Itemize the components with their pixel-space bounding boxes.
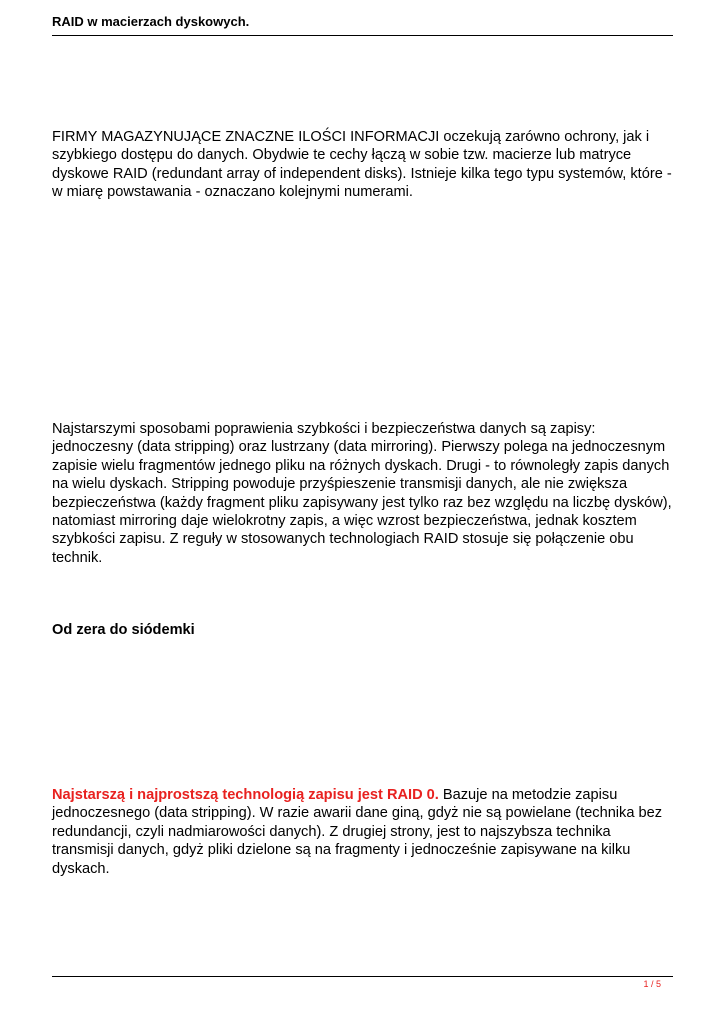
page-title: RAID w macierzach dyskowych. [52,14,250,29]
raid0-paragraph [52,786,673,878]
page-number: 1 / 5 [643,979,661,989]
methods-paragraph: Najstarszymi sposobami poprawienia szybkości i bezpieczeństwa danych są zapisy: jednoczesny (data stripping) oraz lustrzany (data mirroring). Pierwszy polega na jednoczesnym zapisie wielu fragmentów jednego pliku na różnych dyskach. Drugi - to równoległy zapis danych na wielu dyskach. Stripping powoduje przyśpieszenie transmisji danych, ale nie zwiększa bezpieczeństwa (każdy fragment pliku zapisywany jest tylko raz bez względu na liczbę dysków), natomiast mirroring daje wielokrotny zapis, a więc wzrost bezpieczeństwa, jednak kosztem szybkości zapisu. Z reguły w stosowanych technologiach RAID stosuje się połączenie obu technik. [52,421,672,566]
footer-divider [52,976,673,977]
section-heading: Od zera do siódemki [52,622,195,638]
raid0-highlight: Najstarszą i najprostszą technologią zapisu jest RAID 0. [52,787,439,803]
header-divider [52,35,673,36]
raid0-text: Bazuje na metodzie zapisu jednoczesnego (data stripping). W razie awarii dane giną, gdyż nie są powielane (technika bez redundancji, czyli nadmiarowości danych). Z drugiej strony, jest to najszybsza technika transmisji danych, gdyż pliki dzielone są na fragmenty i jednocześnie zapisywane na kilku dyskach. [52,787,663,877]
intro-paragraph: FIRMY MAGAZYNUJĄCE ZNACZNE ILOŚCI INFORMACJI oczekują zarówno ochrony, jak i szybkiego dostępu do danych. Obydwie te cechy łączą w sobie tzw. macierze lub matryce dyskowe RAID (redundant array of independent disks). Istnieje kilka tego typu systemów, które - w miarę powstawania - oznaczano kolejnymi numerami. [52,129,672,201]
